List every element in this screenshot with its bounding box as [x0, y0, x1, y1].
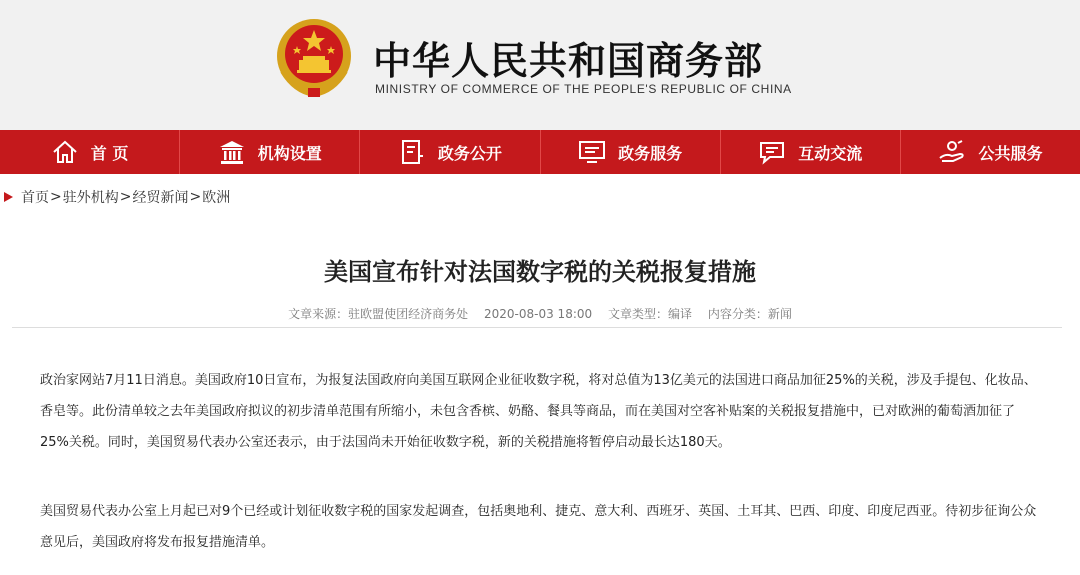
breadcrumb-trade-news[interactable]: 经贸新闻	[132, 190, 189, 206]
nav-item-institution[interactable]	[180, 130, 360, 174]
article-paragraph: 政治家网站7月11日消息。美国政府10日宣布，为报复法国政府向美国互联网企业征收数字税，将对总值为13亿美元的法国进口商品加征25%的关税，涉及手提包、化妆品、香皂等。此份清单较之去年美国政府拟议的初步清单范围有所缩小，未包含香槟、奶酪、餐具等商品，而在美国对空客补贴案的关税报复措施中，已对欧洲的葡萄酒加征了25%关税。同时，美国贸易代表办公室还表示，由于法国尚未开始征收数字税，新的关税措施将暂停启动最长达180天。	[40, 373, 1037, 450]
nav-item-public-services[interactable]	[901, 130, 1080, 174]
institution-icon	[218, 138, 246, 166]
article-type: 文章类型：编译	[607, 307, 692, 321]
main-nav	[0, 130, 1080, 174]
nav-item-label: 政务服务	[618, 143, 683, 163]
divider	[12, 327, 1062, 328]
article-title: 美国宣布针对法国数字税的关税报复措施	[324, 258, 756, 286]
nav-item-services[interactable]	[541, 130, 721, 174]
monitor-icon	[578, 138, 606, 166]
site-title-en[interactable]: MINISTRY OF COMMERCE OF THE PEOPLE'S REPUBLIC OF CHINA	[375, 82, 792, 96]
nav-item-public-affairs[interactable]	[360, 130, 540, 174]
breadcrumb	[0, 186, 230, 208]
breadcrumb-overseas[interactable]: 驻外机构	[62, 190, 119, 206]
breadcrumb-separator: >	[50, 189, 62, 205]
hand-service-icon	[938, 138, 966, 166]
nav-item-label: 首 页	[90, 143, 129, 163]
breadcrumb-separator: >	[189, 189, 202, 205]
national-emblem-icon[interactable]	[275, 16, 353, 98]
nav-item-label: 政务公开	[437, 143, 502, 163]
article-source: 文章来源：驻欧盟使团经济商务处	[288, 307, 469, 321]
breadcrumb-europe[interactable]: 欧洲	[202, 190, 231, 206]
home-icon	[51, 138, 79, 166]
chat-icon	[758, 138, 786, 166]
site-title-cn[interactable]: 中华人民共和国商务部	[373, 39, 764, 83]
article-date: 2020-08-03 18:00	[484, 307, 593, 321]
breadcrumb-separator: >	[119, 189, 132, 205]
document-icon	[398, 138, 426, 166]
site-header	[0, 0, 1080, 130]
nav-item-interaction[interactable]	[721, 130, 901, 174]
nav-item-label: 互动交流	[798, 143, 863, 163]
nav-item-label: 机构设置	[257, 143, 322, 163]
nav-item-label: 公共服务	[978, 143, 1043, 163]
article-meta	[0, 305, 1080, 322]
nav-item-home[interactable]	[0, 130, 180, 174]
breadcrumb-arrow-icon	[4, 192, 13, 202]
breadcrumb-home[interactable]: 首页	[21, 190, 49, 206]
article-category: 内容分类：新闻	[707, 307, 792, 321]
article-paragraph: 美国贸易代表办公室上月起已对9个已经或计划征收数字税的国家发起调查，包括奥地利、捷克、意大利、西班牙、英国、土耳其、巴西、印度、印度尼西亚。待初步征询公众意见后，美国政府将发布报复措施清单。	[40, 504, 1037, 550]
